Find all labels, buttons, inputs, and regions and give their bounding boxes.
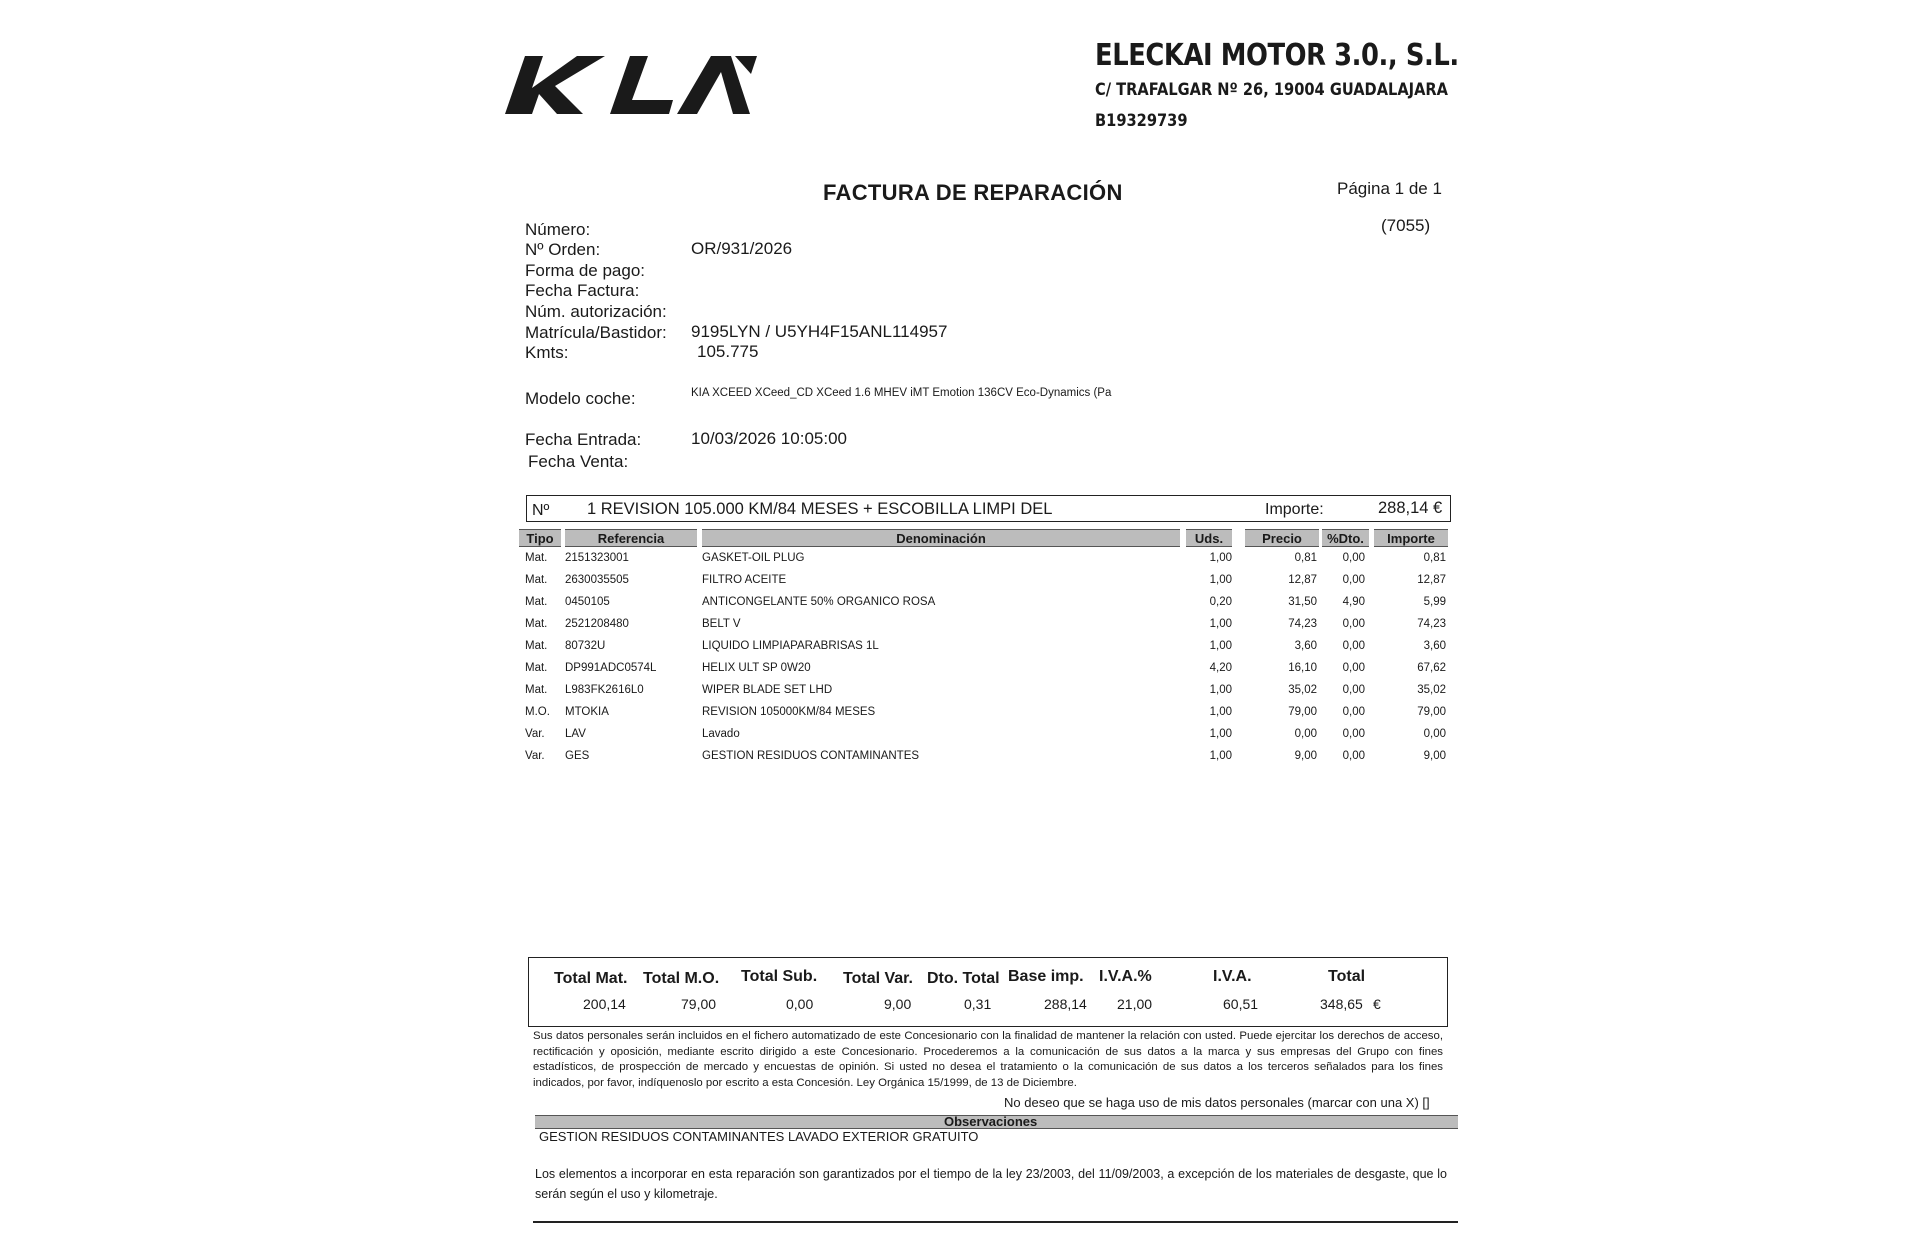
cell-tipo: Mat. bbox=[525, 552, 548, 564]
total-mat-value: 200,14 bbox=[583, 996, 626, 1012]
autorizacion-label: Núm. autorización: bbox=[525, 302, 667, 321]
numero-label: Número: bbox=[525, 220, 591, 239]
observaciones-title: Observaciones bbox=[944, 1114, 1038, 1129]
optout-checkbox-text: No deseo que se haga uso de mis datos personales (marcar con una X) [] bbox=[1004, 1095, 1430, 1110]
cell-uds: 1,00 bbox=[1209, 640, 1232, 652]
cell-importe: 35,02 bbox=[1417, 684, 1446, 696]
col-header-tipo: Tipo bbox=[519, 529, 561, 547]
cell-importe: 79,00 bbox=[1417, 706, 1446, 718]
fecha-factura-label: Fecha Factura: bbox=[525, 281, 640, 300]
total-currency: € bbox=[1373, 996, 1381, 1012]
pago-label: Forma de pago: bbox=[525, 261, 646, 280]
orden-label: Nº Orden: bbox=[525, 240, 601, 259]
total-sub-value: 0,00 bbox=[786, 996, 814, 1012]
matricula-value: 9195LYN / U5YH4F15ANL114957 bbox=[691, 322, 948, 341]
base-value: 288,14 bbox=[1044, 996, 1087, 1012]
cell-tipo: Mat. bbox=[525, 618, 548, 630]
cell-precio: 9,00 bbox=[1294, 750, 1317, 762]
cell-uds: 1,00 bbox=[1209, 574, 1232, 586]
cell-dto: 0,00 bbox=[1342, 618, 1365, 630]
cell-dto: 0,00 bbox=[1342, 684, 1365, 696]
cell-precio: 74,23 bbox=[1288, 618, 1317, 630]
cell-precio: 12,87 bbox=[1288, 574, 1317, 586]
cell-dto: 0,00 bbox=[1342, 750, 1365, 762]
cell-importe: 12,87 bbox=[1417, 574, 1446, 586]
iva-value: 60,51 bbox=[1223, 996, 1259, 1012]
cell-precio: 16,10 bbox=[1288, 662, 1317, 674]
cell-precio: 0,81 bbox=[1294, 552, 1317, 564]
cell-den: GASKET-OIL PLUG bbox=[702, 552, 805, 564]
cell-uds: 0,20 bbox=[1209, 596, 1232, 608]
cell-ref: 0450105 bbox=[565, 596, 610, 608]
cell-den: FILTRO ACEITE bbox=[702, 574, 787, 586]
dto-total-label: Dto. Total bbox=[927, 970, 1000, 987]
cell-precio: 79,00 bbox=[1288, 706, 1317, 718]
modelo-label: Modelo coche: bbox=[525, 389, 636, 408]
cell-den: GESTION RESIDUOS CONTAMINANTES bbox=[702, 750, 920, 762]
warranty-text: Los elementos a incorporar en esta reparación son garantizados por el tiempo de la ley 23/2003, del 11/09/2003, a excepción de los materiales de desgaste, que lo serán según el uso y kilometraje. bbox=[535, 1167, 1447, 1201]
cell-tipo: Mat. bbox=[525, 640, 548, 652]
cell-ref: LAV bbox=[565, 728, 586, 740]
cell-uds: 4,20 bbox=[1209, 662, 1232, 674]
cell-importe: 67,62 bbox=[1417, 662, 1446, 674]
cell-den: HELIX ULT SP 0W20 bbox=[702, 662, 811, 674]
page-info: Página 1 de 1 bbox=[1337, 179, 1442, 198]
cell-dto: 0,00 bbox=[1342, 662, 1365, 674]
cell-tipo: Mat. bbox=[525, 684, 548, 696]
cell-ref: DP991ADC0574L bbox=[565, 662, 657, 674]
cell-tipo: M.O. bbox=[525, 706, 550, 718]
cell-dto: 0,00 bbox=[1342, 728, 1365, 740]
col-header-dto: %Dto. bbox=[1322, 529, 1369, 547]
iva-pct-value: 21,00 bbox=[1117, 996, 1153, 1012]
total-mat-label: Total Mat. bbox=[554, 970, 628, 987]
cell-importe: 74,23 bbox=[1417, 618, 1446, 630]
cell-dto: 0,00 bbox=[1342, 552, 1365, 564]
cell-importe: 5,99 bbox=[1423, 596, 1446, 608]
cell-ref: GES bbox=[565, 750, 590, 762]
cell-tipo: Var. bbox=[525, 750, 545, 762]
document-title: FACTURA DE REPARACIÓN bbox=[823, 180, 1123, 205]
col-header-referencia: Referencia bbox=[565, 529, 697, 547]
company-name: ELECKAI MOTOR 3.0., S.L. bbox=[1095, 38, 1459, 73]
privacy-notice: Sus datos personales serán incluidos en el fichero automatizado de este Concesionario con la finalidad de mantener la relación con usted. Puede ejercitar los derechos de acceso, rectificación y oposición, mediante escrito dirigido a este Concesionario. Procederemos a la comunicación de sus datos a la marca y sus empresas del Grupo con fines estadísticos, de prospección de mercado y encuestas de opinión. Si usted no desea el tratamiento o la comunicación de sus datos a los terceros señalados para los fines indicados, por favor, indíquenoslo por escrito a esta Concesión. Ley Orgánica 15/1999, de 13 de Diciembre. bbox=[533, 1030, 1443, 1089]
cell-den: REVISION 105000KM/84 MESES bbox=[702, 706, 876, 718]
orden-value: OR/931/2026 bbox=[691, 239, 793, 258]
entrada-value: 10/03/2026 10:05:00 bbox=[691, 429, 847, 448]
col-header-denominacion: Denominación bbox=[702, 529, 1180, 547]
document-code: (7055) bbox=[1381, 216, 1431, 235]
cell-den: LIQUIDO LIMPIAPARABRISAS 1L bbox=[702, 640, 879, 652]
cell-tipo: Mat. bbox=[525, 596, 548, 608]
total-mo-value: 79,00 bbox=[681, 996, 717, 1012]
cell-importe: 3,60 bbox=[1423, 640, 1446, 652]
cell-importe: 9,00 bbox=[1423, 750, 1446, 762]
cell-ref: L983FK2616L0 bbox=[565, 684, 644, 696]
cell-dto: 0,00 bbox=[1342, 706, 1365, 718]
cell-uds: 1,00 bbox=[1209, 728, 1232, 740]
cell-dto: 0,00 bbox=[1342, 574, 1365, 586]
kmts-label: Kmts: bbox=[525, 343, 569, 362]
col-header-uds: Uds. bbox=[1186, 529, 1232, 547]
kia-logo bbox=[505, 48, 760, 118]
cell-uds: 1,00 bbox=[1209, 750, 1232, 762]
operation-importe-value: 288,14 € bbox=[1378, 499, 1443, 517]
cell-dto: 0,00 bbox=[1342, 640, 1365, 652]
cell-tipo: Mat. bbox=[525, 662, 548, 674]
entrada-label: Fecha Entrada: bbox=[525, 430, 642, 449]
cell-tipo: Mat. bbox=[525, 574, 548, 586]
cell-ref: 2151323001 bbox=[565, 552, 629, 564]
venta-label: Fecha Venta: bbox=[528, 452, 629, 471]
total-mo-label: Total M.O. bbox=[643, 970, 720, 987]
cell-uds: 1,00 bbox=[1209, 706, 1232, 718]
operation-importe-label: Importe: bbox=[1265, 501, 1324, 518]
kmts-value: 105.775 bbox=[697, 342, 759, 361]
cell-precio: 0,00 bbox=[1294, 728, 1317, 740]
total-label: Total bbox=[1328, 968, 1366, 985]
cell-ref: 2630035505 bbox=[565, 574, 629, 586]
company-address: C/ TRAFALGAR Nº 26, 19004 GUADALAJARA bbox=[1095, 80, 1448, 100]
cell-den: BELT V bbox=[702, 618, 741, 630]
observaciones-text: GESTION RESIDUOS CONTAMINANTES LAVADO EXTERIOR GRATUITO bbox=[539, 1129, 979, 1144]
cell-den: Lavado bbox=[702, 728, 740, 740]
col-header-precio: Precio bbox=[1245, 529, 1319, 547]
cell-importe: 0,81 bbox=[1423, 552, 1446, 564]
iva-pct-label: I.V.A.% bbox=[1099, 968, 1152, 985]
total-var-value: 9,00 bbox=[884, 996, 912, 1012]
cell-ref: MTOKIA bbox=[565, 706, 609, 718]
cell-precio: 35,02 bbox=[1288, 684, 1317, 696]
modelo-value: KIA XCEED XCeed_CD XCeed 1.6 MHEV iMT Emotion 136CV Eco-Dynamics (Pa bbox=[691, 387, 1112, 399]
cell-precio: 31,50 bbox=[1288, 596, 1317, 608]
operation-number-label: Nº bbox=[532, 502, 550, 519]
cell-importe: 0,00 bbox=[1423, 728, 1446, 740]
cell-precio: 3,60 bbox=[1294, 640, 1317, 652]
bottom-divider bbox=[533, 1221, 1458, 1223]
operation-description: 1 REVISION 105.000 KM/84 MESES + ESCOBILLA LIMPI DEL bbox=[587, 500, 1053, 518]
iva-label: I.V.A. bbox=[1213, 968, 1252, 985]
cell-ref: 2521208480 bbox=[565, 618, 629, 630]
cell-tipo: Var. bbox=[525, 728, 545, 740]
company-cif: B19329739 bbox=[1095, 111, 1188, 131]
cell-uds: 1,00 bbox=[1209, 618, 1232, 630]
total-sub-label: Total Sub. bbox=[741, 968, 818, 985]
totals-box bbox=[528, 957, 1448, 1027]
cell-uds: 1,00 bbox=[1209, 684, 1232, 696]
col-header-importe: Importe bbox=[1374, 529, 1448, 547]
cell-uds: 1,00 bbox=[1209, 552, 1232, 564]
base-label: Base imp. bbox=[1008, 968, 1084, 985]
matricula-label: Matrícula/Bastidor: bbox=[525, 323, 667, 342]
cell-den: WIPER BLADE SET LHD bbox=[702, 684, 833, 696]
total-value: 348,65 bbox=[1320, 996, 1363, 1012]
cell-dto: 4,90 bbox=[1342, 596, 1365, 608]
dto-total-value: 0,31 bbox=[964, 996, 992, 1012]
cell-den: ANTICONGELANTE 50% ORGANICO ROSA bbox=[702, 596, 936, 608]
total-var-label: Total Var. bbox=[843, 970, 913, 987]
cell-ref: 80732U bbox=[565, 640, 606, 652]
